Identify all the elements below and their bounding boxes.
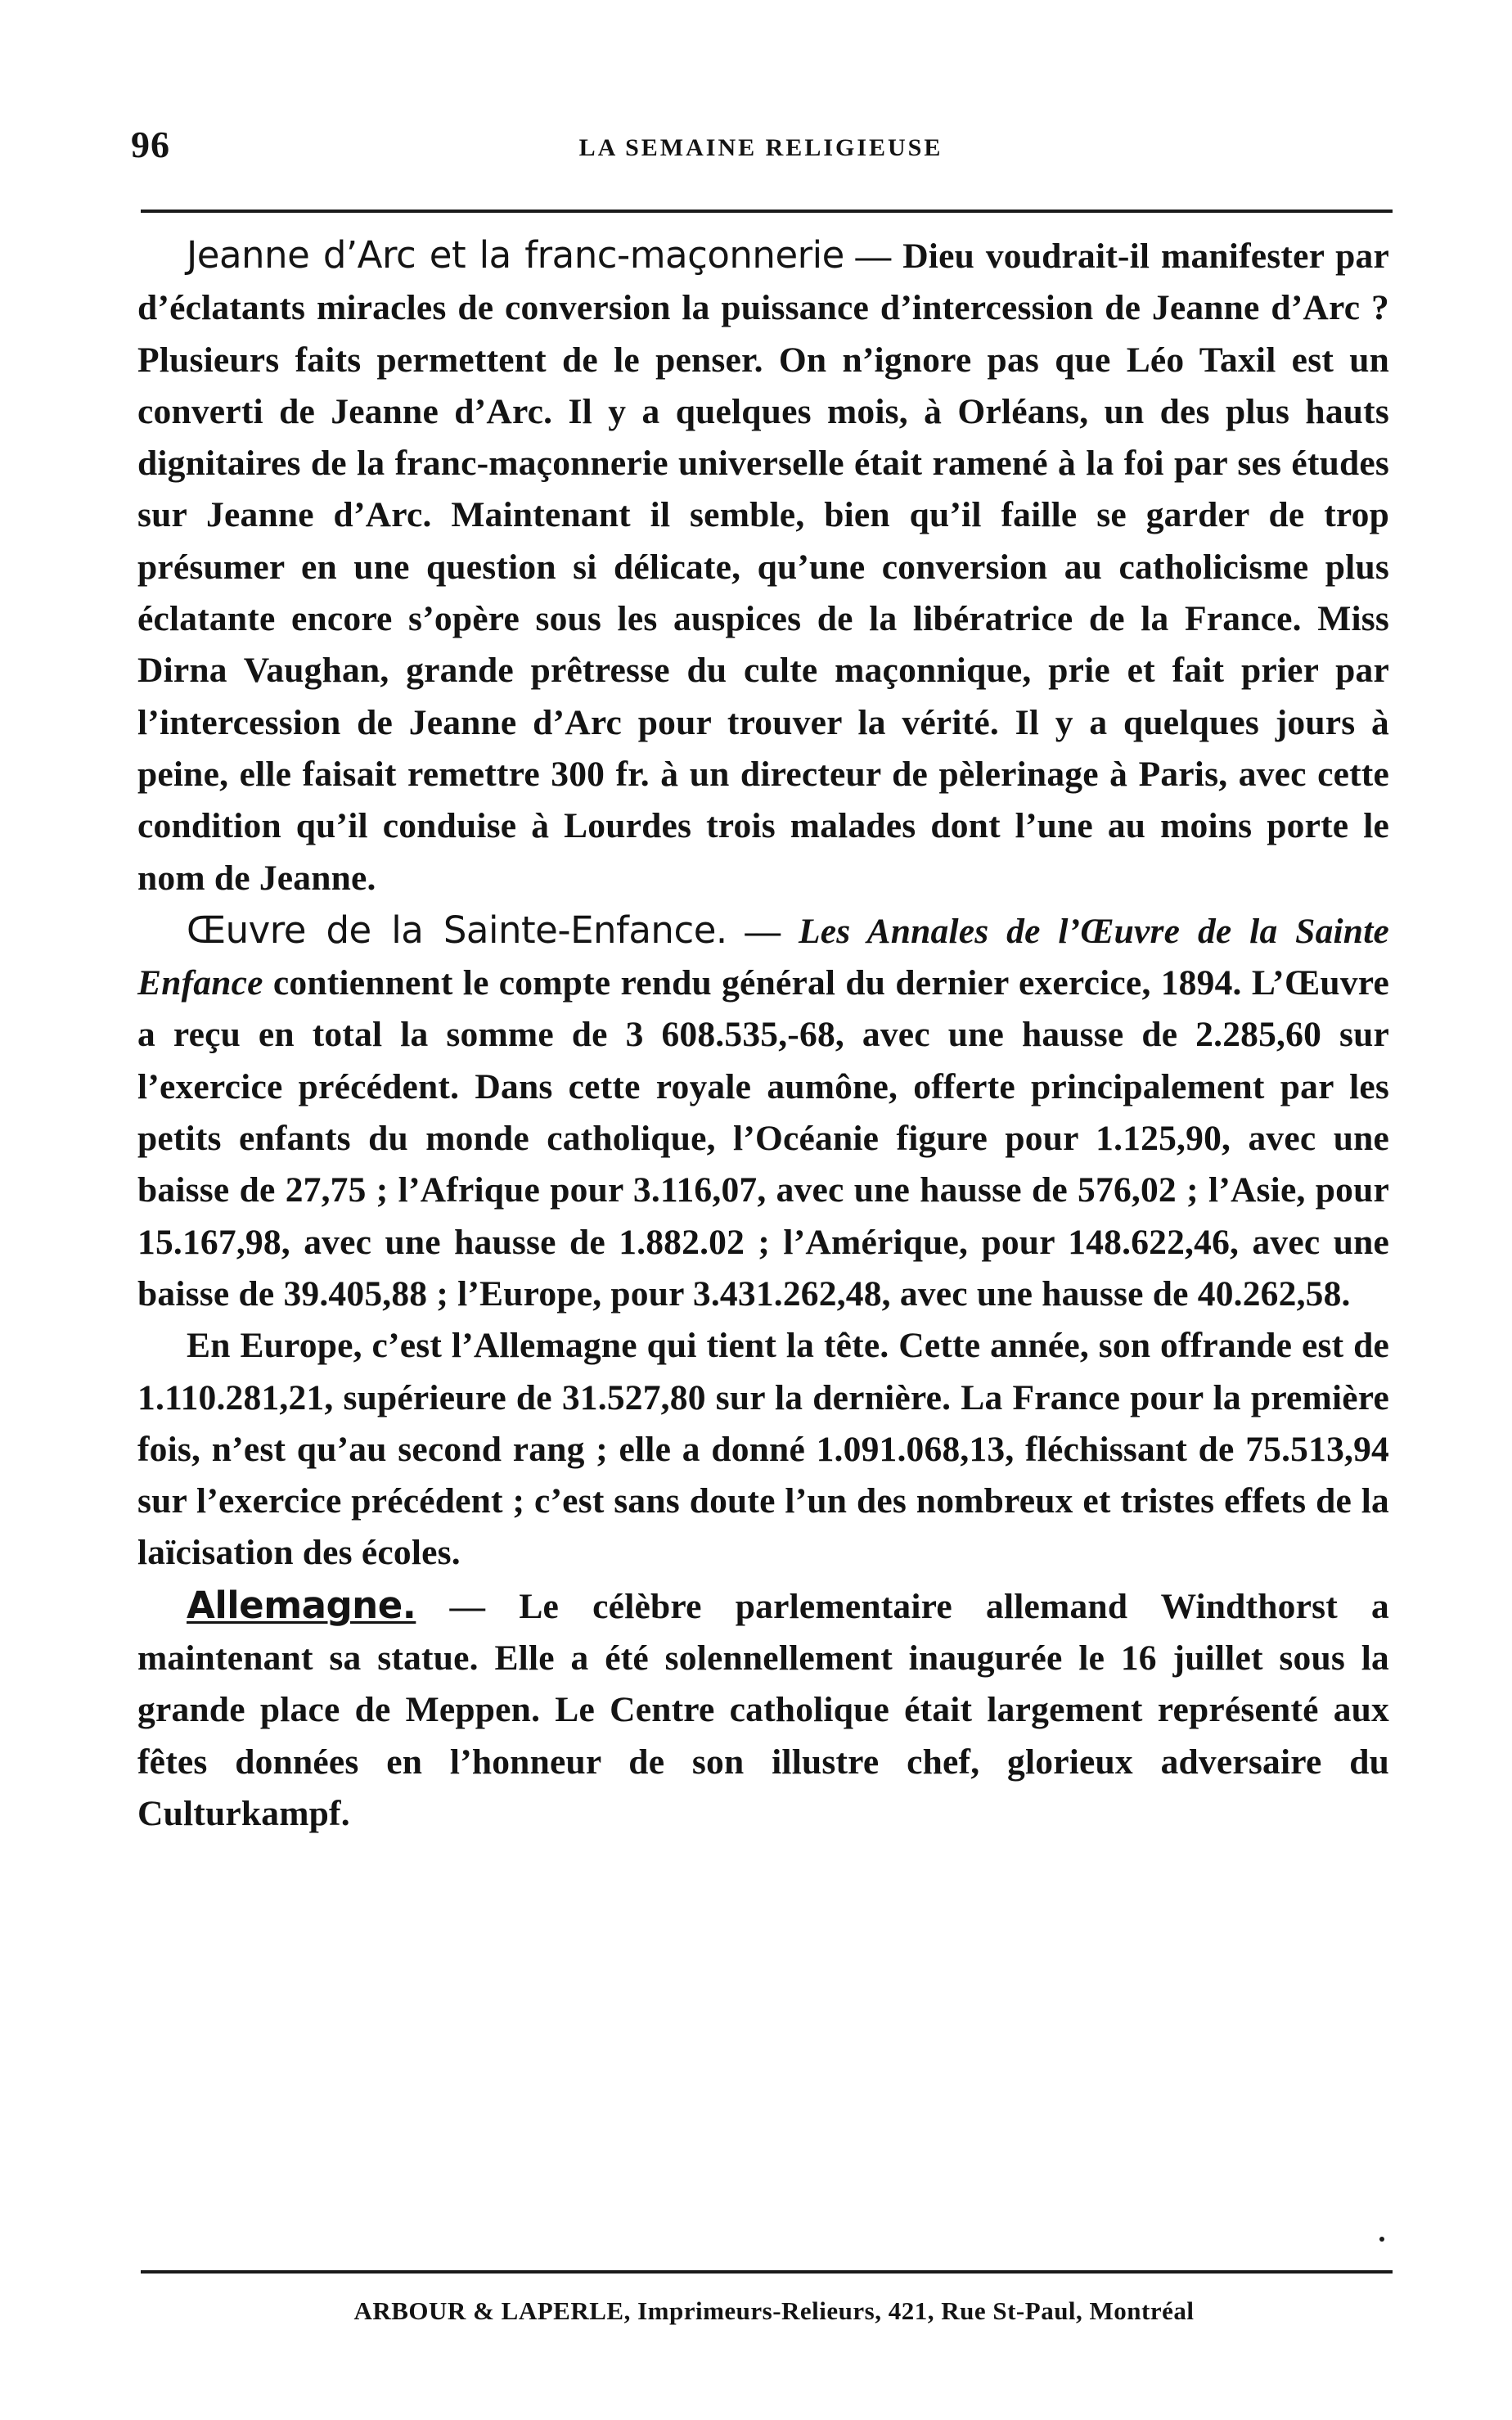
printer-imprint: ARBOUR & LAPERLE, Imprimeurs-Relieurs, 421, Rue St-Paul, Montréal <box>353 2296 1195 2325</box>
heading-separator: — <box>727 911 799 951</box>
article-allemagne <box>137 1580 1389 1840</box>
footer-rule <box>141 2270 1393 2274</box>
italic-citation: Les Annales de l’Œuvre de la Sainte Enfance <box>137 911 1389 1003</box>
heading-separator: — <box>416 1586 520 1626</box>
article-sainte-enfance <box>137 904 1389 1320</box>
article-heading: Jeanne d’Arc et la franc-maçonnerie <box>187 233 844 277</box>
page-number: 96 <box>131 124 170 165</box>
article-body: contiennent le compte rendu général du dernier exercice, 1894. L’Œuvre a reçu en total la somme de 3 608.535,-68, avec une hausse de 2.285,60 sur l’exercice précédent. Dans cette royale aumône, offerte principalement par les petits enfants du monde catholique, l’Océanie figure pour 1.125,90, avec une baisse de 27,75 ; l’Afrique pour 3.116,07, avec une hausse de 576,02 ; l’Asie, pour 15.167,98, avec une hausse de 1.882.02 ; l’Amérique, pour 148.622,46, avec une baisse de 39.405,88 ; l’Europe, pour 3.431.262,48, avec une hausse de 40.262,58. <box>137 963 1389 1314</box>
article-body: En Europe, c’est l’Allemagne qui tient la tête. Cette année, son offrande est de 1.110.281,21, supérieure de 31.527,80 sur la dernière. La France pour la première fois, n’est qu’au second rang ; elle a donné 1.091.068,13, fléchissant de 75.513,94 sur l’exercice précédent ; c’est sans doute l’un des nombreux et tristes effets de la laïcisation des écoles. <box>137 1326 1389 1573</box>
article-body: Le célèbre parlementaire allemand Windthorst a maintenant sa statue. Elle a été solennellement inaugurée le 16 juillet sous la grande place de Meppen. Le Centre catholique était largement représenté aux fêtes données en l’honneur de son illustre chef, glorieux adversaire du Culturkampf. <box>137 1586 1389 1833</box>
running-title: LA SEMAINE RELIGIEUSE <box>578 134 943 161</box>
article-body: Dieu voudrait-il manifester par d’éclatants miracles de conversion la puissance d’intercession de Jeanne d’Arc ? Plusieurs faits permettent de le penser. On n’ignore pas que Léo Taxil est un converti de Jeanne d’Arc. Il y a quelques mois, à Orléans, un des plus hauts dignitaires de la franc-maçonnerie universelle était ramené à la foi par ses études sur Jeanne d’Arc. Maintenant il semble, bien qu’il faille se garder de trop présumer en une question si délicate, qu’une conversion au catholicisme plus éclatante encore s’opère sous les auspices de la libératrice de la France. Miss Dirna Vaughan, grande prêtresse du culte maçonnique, prie et fait prier par l’intercession de Jeanne d’Arc pour trouver la vérité. Il y a quelques jours à peine, elle faisait remettre 300 fr. à un directeur de pèlerinage à Paris, avec cette condition qu’il conduise à Lourdes trois malades dont l’une au moins porte le nom de Jeanne. <box>137 237 1389 898</box>
article-heading: Œuvre de la Sainte-Enfance. <box>187 908 727 952</box>
article-heading: Allemagne. <box>187 1583 416 1627</box>
heading-separator: — <box>844 237 903 276</box>
article-jeanne-darc <box>137 229 1389 904</box>
header-rule <box>141 210 1393 213</box>
page-body <box>137 229 1389 1840</box>
article-europe-paragraph <box>137 1320 1389 1579</box>
end-mark <box>1379 2237 1384 2242</box>
page-header <box>131 123 1391 172</box>
